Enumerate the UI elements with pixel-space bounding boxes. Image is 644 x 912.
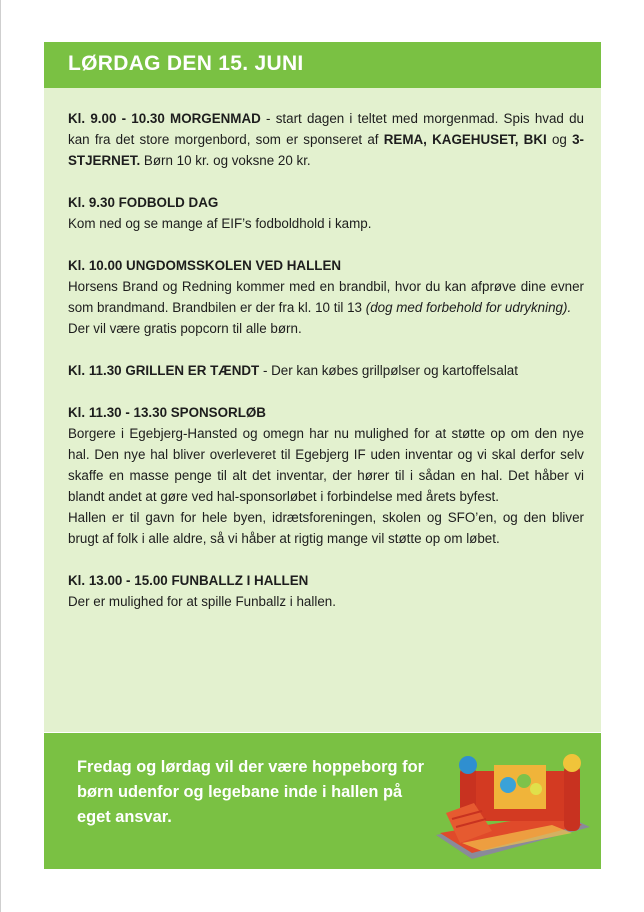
schedule-item-desc: - start dagen i teltet med morgenmad. Spis hvad du kan fra det store morgenbord, som er sponseret af xyxy=(68,111,584,147)
schedule-item-text xyxy=(68,276,584,318)
schedule-item-desc: Hallen er til gavn for hele byen, idrætsforeningen, skolen og SFO’en, og den bliver brugt af folk i alle aldre, så vi håber at rigtig mange vil støtte op om løbet. xyxy=(68,510,584,546)
schedule-panel xyxy=(44,42,601,732)
footer-text: Fredag og lørdag vil der være hoppeborg for børn udenfor og legebane inde i hallen på eget ansvar. xyxy=(77,758,424,826)
schedule-item-desc: Horsens Brand og Redning kommer med en brandbil, hvor du kan afprøve dine evner som brandmand. Brandbilen er der fra kl. 10 til 13 xyxy=(68,279,584,315)
schedule-item-ungdomsskolen xyxy=(68,255,584,339)
sponsor-names: 3-STJERNET. xyxy=(68,132,584,168)
schedule-item-grillen xyxy=(68,360,584,381)
date-header xyxy=(44,42,601,88)
schedule-item-sponsorlob xyxy=(68,402,584,549)
schedule-item-fodbold xyxy=(68,192,584,234)
schedule-item-morgenmad xyxy=(68,108,584,171)
schedule-item-desc: - Der kan købes grillpølser og kartoffelsalat xyxy=(259,363,518,378)
schedule-item-title: Kl. 13.00 - 15.00 FUNBALLZ I HALLEN xyxy=(68,573,309,588)
schedule-list xyxy=(68,108,584,633)
schedule-item-title: Kl. 9.30 FODBOLD DAG xyxy=(68,195,219,210)
page-title: LØRDAG DEN 15. JUNI xyxy=(68,52,304,75)
page-edge-line xyxy=(0,0,1,912)
schedule-item-desc: Der vil være gratis popcorn til alle børn. xyxy=(68,321,302,336)
schedule-item-desc: Der er mulighed for at spille Funballz i hallen. xyxy=(68,594,336,609)
schedule-item-desc: og xyxy=(546,132,573,147)
schedule-item-funballz xyxy=(68,570,584,612)
schedule-item-title: Kl. 11.30 - 13.30 SPONSORLØB xyxy=(68,405,266,420)
schedule-item-desc: Kom ned og se mange af EIF’s fodboldhold i kamp. xyxy=(68,216,372,231)
schedule-item-desc: Børn 10 kr. og voksne 20 kr. xyxy=(140,153,311,168)
schedule-item-text xyxy=(68,360,584,381)
sponsor-names: REMA, KAGEHUSET, BKI xyxy=(383,132,547,147)
schedule-item-title: Kl. 10.00 UNGDOMSSKOLEN VED HALLEN xyxy=(68,258,342,273)
schedule-item-title: Kl. 9.00 - 10.30 MORGENMAD xyxy=(68,111,261,126)
schedule-item-title: Kl. 11.30 GRILLEN ER TÆNDT xyxy=(68,363,260,378)
footer-banner xyxy=(44,733,601,869)
schedule-item-note: (dog med forbehold for udrykning). xyxy=(365,300,572,315)
schedule-item-desc: Borgere i Egebjerg-Hansted og omegn har nu mulighed for at støtte op om den nye hal. Den nye hal bliver overleveret til Egebjerg IF uden inventar og vi skal derfor selv skaffe en masse penge til alt det inventar, der hører til i sådan en hal. Det håber vi blandt andet at gøre ved hal-sponsorløbet i forbindelse med årets byfest. xyxy=(68,426,584,504)
schedule-item-text xyxy=(68,108,584,171)
bouncy-castle-image xyxy=(432,743,592,861)
